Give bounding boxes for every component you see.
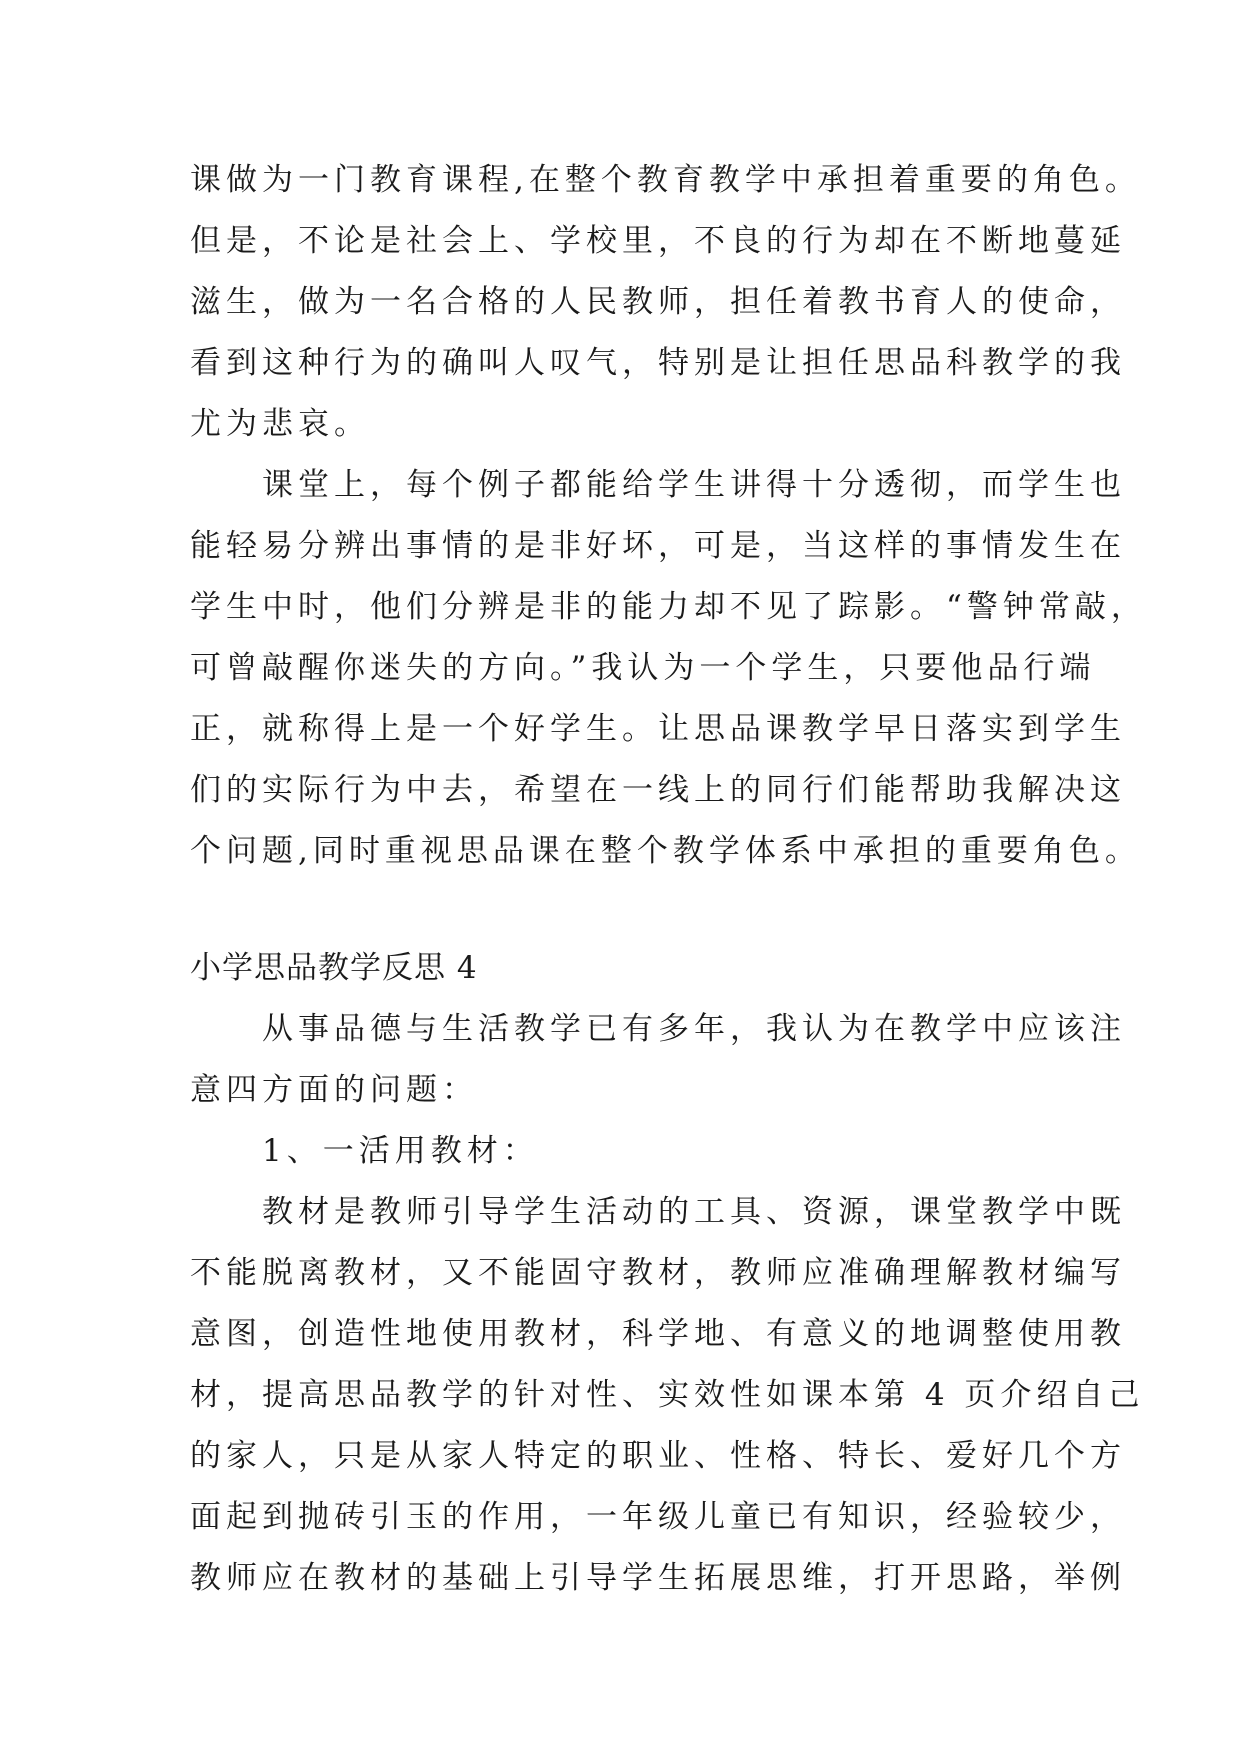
- section-heading: 小学思品教学反思 4: [190, 950, 478, 986]
- text-line: 们的实际行为中去，希望在一线上的同行们能帮助我解决这: [190, 772, 1126, 808]
- text-line: 意图，创造性地使用教材，科学地、有意义的地调整使用教: [190, 1316, 1126, 1352]
- document-body: [190, 150, 1147, 1609]
- text-line: 面起到抛砖引玉的作用，一年级儿童已有知识，经验较少，: [190, 1499, 1126, 1535]
- text-line: 教师应在教材的基础上引导学生拓展思维，打开思路，举例: [190, 1560, 1126, 1596]
- paragraph-2: [190, 455, 1147, 882]
- text-line: 能轻易分辨出事情的是非好坏，可是，当这样的事情发生在: [190, 528, 1126, 564]
- text-line: 材，提高思品教学的针对性、实效性如课本第 4 页介绍自己: [190, 1377, 1145, 1413]
- text-line: 课做为一门教育课程,在整个教育教学中承担着重要的角色。: [190, 162, 1141, 198]
- text-line: 从事品德与生活教学已有多年，我认为在教学中应该注: [190, 1011, 1126, 1047]
- section-spacer: [190, 882, 1070, 938]
- text-line: 意四方面的问题：: [190, 1072, 478, 1108]
- text-line: 的家人，只是从家人特定的职业、性格、特长、爱好几个方: [190, 1438, 1126, 1474]
- text-line: 不能脱离教材，又不能固守教材，教师应准确理解教材编写: [190, 1255, 1126, 1291]
- text-line: 学生中时，他们分辨是非的能力却不见了踪影。“警钟常敲，: [190, 589, 1147, 625]
- text-line: 个问题,同时重视思品课在整个教学体系中承担的重要角色。: [190, 833, 1141, 869]
- text-line: 尤为悲哀。: [190, 406, 370, 442]
- text-line: 课堂上，每个例子都能给学生讲得十分透彻，而学生也: [190, 467, 1126, 503]
- text-line: 教材是教师引导学生活动的工具、资源，课堂教学中既: [190, 1194, 1126, 1230]
- text-line: 但是，不论是社会上、学校里，不良的行为却在不断地蔓延: [190, 223, 1126, 259]
- text-line: 滋生，做为一名合格的人民教师，担任着教书育人的使命，: [190, 284, 1126, 320]
- paragraph-3: [190, 999, 1126, 1121]
- paragraph-1: [190, 150, 1141, 455]
- paragraph-4: [190, 1182, 1145, 1609]
- text-line: 正，就称得上是一个好学生。让思品课教学早日落实到学生: [190, 711, 1126, 747]
- list-item-heading: 1、一活用教材：: [190, 1133, 539, 1169]
- text-line: 看到这种行为的确叫人叹气，特别是让担任思品科教学的我: [190, 345, 1126, 381]
- text-line: 可曾敲醒你迷失的方向。”我认为一个学生，只要他品行端: [190, 650, 1096, 686]
